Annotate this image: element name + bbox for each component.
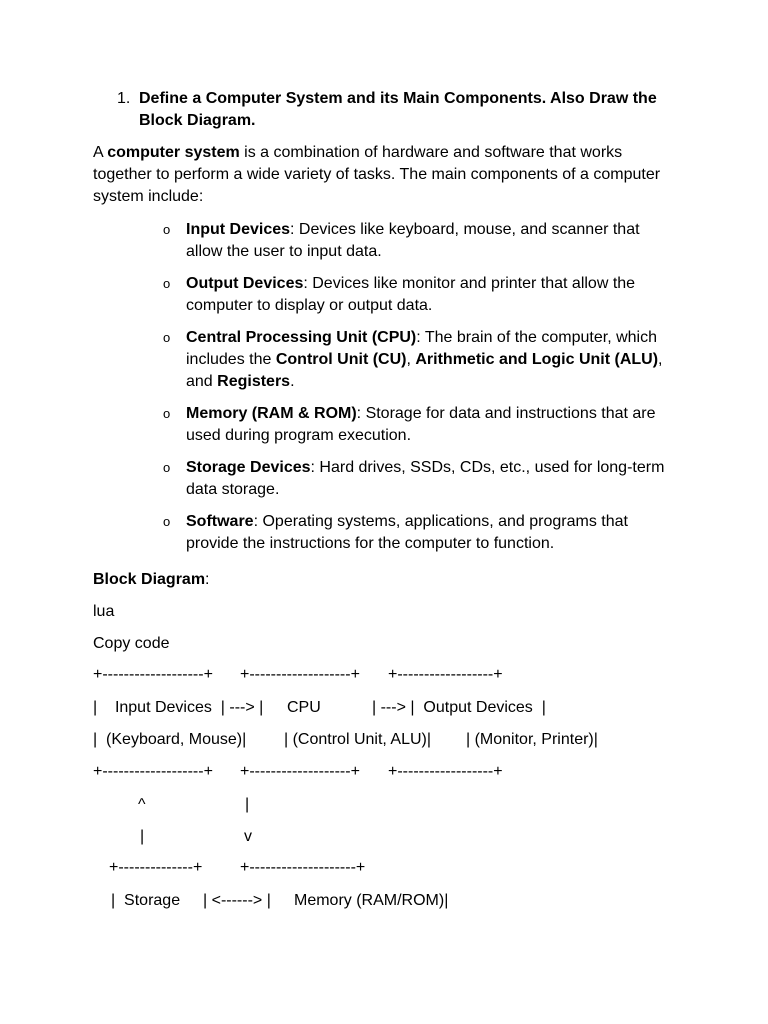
item-term: Storage Devices: [186, 459, 311, 476]
block-diagram-colon: :: [205, 571, 210, 588]
diagram-border: +------------------+: [388, 763, 503, 780]
diagram-border: +------------------+: [388, 666, 503, 683]
diagram-border: +-------------------+: [93, 666, 213, 683]
copy-code-button[interactable]: Copy code: [93, 635, 170, 652]
components-list: [93, 219, 693, 565]
list-item: [93, 403, 693, 447]
item-text: Storage for data and instructions that are used during program execution.: [186, 405, 656, 444]
item-sep: :: [356, 405, 366, 422]
item-term: Output Devices: [186, 275, 304, 292]
item-text: Operating systems, applications, and programs that provide the instructions for the computer to function.: [186, 513, 628, 552]
item-sep: :: [253, 513, 263, 530]
list-item: [93, 219, 693, 263]
code-language: lua: [93, 603, 115, 620]
diagram-input-examples: | (Keyboard, Mouse)|: [93, 731, 247, 748]
block-diagram-heading: [93, 569, 210, 591]
bullet-mark: o: [163, 406, 171, 421]
question-text: Define a Computer System and its Main Components. Also Draw the Block Diagram.: [139, 90, 657, 129]
block-diagram-label: Block Diagram: [93, 571, 206, 588]
bullet-mark: o: [163, 514, 171, 529]
item-sep: :: [290, 221, 299, 238]
item-text: The brain of the computer, which includes the: [186, 329, 657, 368]
diagram-border: +--------------------+: [240, 859, 366, 876]
item-term: Central Processing Unit (CPU): [186, 329, 417, 346]
item-sep: ,: [406, 351, 416, 368]
bullet-mark: o: [163, 222, 171, 237]
diagram-output-examples: | (Monitor, Printer)|: [466, 731, 598, 748]
item-text: Devices like keyboard, mouse, and scanner that allow the user to input data.: [186, 221, 640, 260]
diagram-connector: |: [140, 828, 145, 845]
item-text: Hard drives, SSDs, CDs, etc., used for long-term data storage.: [186, 459, 665, 498]
item-term: Memory (RAM & ROM): [186, 405, 357, 422]
item-sep: :: [303, 275, 313, 292]
diagram-bidirectional-arrow: | <------> |: [203, 892, 271, 909]
intro-paragraph: [93, 142, 673, 208]
diagram-connector: |: [245, 796, 250, 813]
diagram-arrow-up: ^: [138, 796, 146, 813]
item-text: Devices like monitor and printer that allow the computer to display or output data.: [186, 275, 636, 314]
diagram-arrow-down: v: [244, 828, 252, 845]
item-sep: :: [310, 459, 320, 476]
item-term-cu: Control Unit (CU): [275, 351, 407, 368]
intro-term: computer system: [107, 144, 240, 161]
diagram-storage: | Storage: [111, 892, 181, 909]
item-term-registers: Registers: [217, 373, 291, 390]
list-item: [93, 273, 693, 317]
item-term: Software: [186, 513, 254, 530]
intro-prefix: A: [93, 144, 108, 161]
diagram-cpu-parts: | (Control Unit, ALU)|: [284, 731, 432, 748]
item-term: Input Devices: [186, 221, 291, 238]
list-item: [93, 511, 693, 555]
bullet-mark: o: [163, 460, 171, 475]
intro-rest: is a combination of hardware and software that works together to perform a wide variety of tasks. The main components of a computer system include:: [93, 144, 661, 205]
bullet-mark: o: [163, 330, 171, 345]
diagram-input-devices: | Input Devices | ---> |: [93, 699, 264, 716]
item-sep: , and: [186, 351, 663, 390]
diagram-border: +--------------+: [109, 859, 203, 876]
diagram-border: +-------------------+: [240, 763, 360, 780]
item-term-alu: Arithmetic and Logic Unit (ALU): [415, 351, 659, 368]
question-number: 1.: [117, 90, 131, 107]
item-end: .: [290, 373, 295, 390]
bullet-mark: o: [163, 276, 171, 291]
diagram-border: +-------------------+: [240, 666, 360, 683]
list-item: [93, 327, 693, 393]
list-item: [93, 457, 693, 501]
diagram-border: +-------------------+: [93, 763, 213, 780]
diagram-output-devices: | ---> | Output Devices |: [372, 699, 546, 716]
diagram-cpu: CPU: [287, 699, 321, 716]
item-sep: :: [416, 329, 425, 346]
diagram-memory: Memory (RAM/ROM)|: [294, 892, 449, 909]
